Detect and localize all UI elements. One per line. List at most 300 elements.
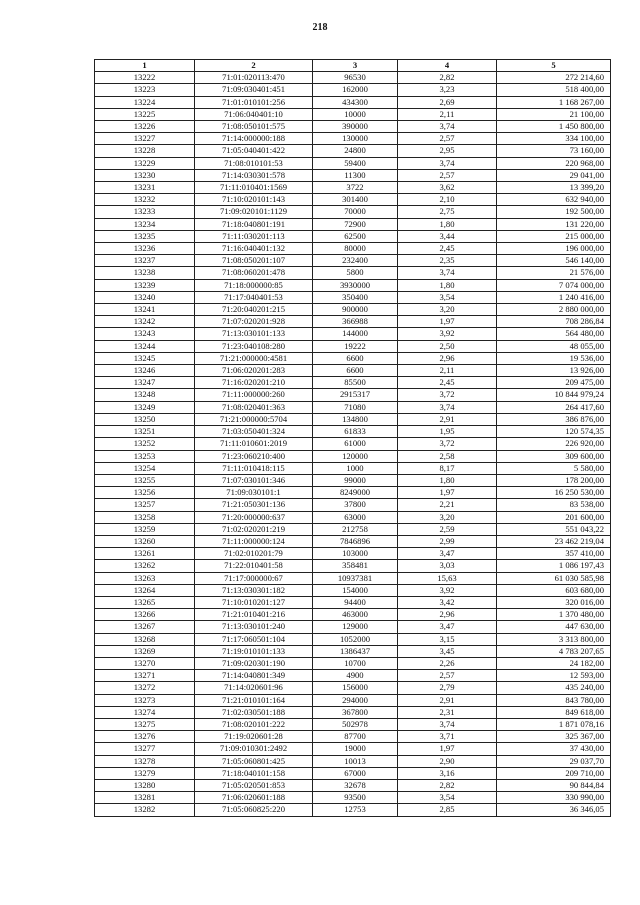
rate-value-cell: 2,45 bbox=[398, 243, 497, 255]
table-row bbox=[95, 218, 611, 230]
row-number-cell: 13235 bbox=[95, 230, 195, 242]
amount-value-cell: 10 844 979,24 bbox=[497, 389, 611, 401]
area-value-cell: 70000 bbox=[313, 206, 398, 218]
table-row bbox=[95, 255, 611, 267]
cadastral-number-cell: 71:17:040401:53 bbox=[195, 291, 313, 303]
rate-value-cell: 2,45 bbox=[398, 377, 497, 389]
row-number-cell: 13225 bbox=[95, 108, 195, 120]
rate-value-cell: 2,91 bbox=[398, 694, 497, 706]
amount-value-cell: 21 576,00 bbox=[497, 267, 611, 279]
area-value-cell: 232400 bbox=[313, 255, 398, 267]
rate-value-cell: 1,80 bbox=[398, 474, 497, 486]
area-value-cell: 294000 bbox=[313, 694, 398, 706]
area-value-cell: 1052000 bbox=[313, 633, 398, 645]
row-number-cell: 13246 bbox=[95, 365, 195, 377]
row-number-cell: 13252 bbox=[95, 438, 195, 450]
area-value-cell: 10013 bbox=[313, 755, 398, 767]
amount-value-cell: 4 783 207,65 bbox=[497, 645, 611, 657]
cadastral-number-cell: 71:14:040801:349 bbox=[195, 670, 313, 682]
data-table bbox=[94, 59, 611, 817]
amount-value-cell: 334 100,00 bbox=[497, 133, 611, 145]
rate-value-cell: 3,74 bbox=[398, 401, 497, 413]
amount-value-cell: 178 200,00 bbox=[497, 474, 611, 486]
row-number-cell: 13253 bbox=[95, 450, 195, 462]
rate-value-cell: 1,95 bbox=[398, 426, 497, 438]
cadastral-number-cell: 71:19:010101:133 bbox=[195, 645, 313, 657]
rate-value-cell: 2,57 bbox=[398, 169, 497, 181]
row-number-cell: 13226 bbox=[95, 121, 195, 133]
header-row bbox=[95, 60, 611, 72]
row-number-cell: 13272 bbox=[95, 682, 195, 694]
cadastral-number-cell: 71:11:010418:115 bbox=[195, 462, 313, 474]
table-row bbox=[95, 145, 611, 157]
amount-value-cell: 24 182,00 bbox=[497, 657, 611, 669]
table-row bbox=[95, 84, 611, 96]
area-value-cell: 301400 bbox=[313, 194, 398, 206]
cadastral-number-cell: 71:06:020201:283 bbox=[195, 365, 313, 377]
cadastral-number-cell: 71:22:010401:58 bbox=[195, 560, 313, 572]
amount-value-cell: 435 240,00 bbox=[497, 682, 611, 694]
table-row bbox=[95, 743, 611, 755]
area-value-cell: 2915317 bbox=[313, 389, 398, 401]
amount-value-cell: 16 250 530,00 bbox=[497, 487, 611, 499]
area-value-cell: 72900 bbox=[313, 218, 398, 230]
rate-value-cell: 2,82 bbox=[398, 72, 497, 84]
table-row bbox=[95, 511, 611, 523]
table-row bbox=[95, 767, 611, 779]
amount-value-cell: 5 580,00 bbox=[497, 462, 611, 474]
area-value-cell: 3930000 bbox=[313, 279, 398, 291]
amount-value-cell: 2 880 000,00 bbox=[497, 304, 611, 316]
table-row bbox=[95, 365, 611, 377]
area-value-cell: 129000 bbox=[313, 621, 398, 633]
amount-value-cell: 1 370 480,00 bbox=[497, 609, 611, 621]
rate-value-cell: 1,97 bbox=[398, 487, 497, 499]
amount-value-cell: 29 041,00 bbox=[497, 169, 611, 181]
area-value-cell: 130000 bbox=[313, 133, 398, 145]
rate-value-cell: 3,44 bbox=[398, 230, 497, 242]
area-value-cell: 99000 bbox=[313, 474, 398, 486]
rate-value-cell: 2,69 bbox=[398, 96, 497, 108]
column-header-2: 2 bbox=[195, 60, 313, 72]
amount-value-cell: 19 536,00 bbox=[497, 352, 611, 364]
area-value-cell: 37800 bbox=[313, 499, 398, 511]
row-number-cell: 13273 bbox=[95, 694, 195, 706]
rate-value-cell: 3,74 bbox=[398, 157, 497, 169]
amount-value-cell: 131 220,00 bbox=[497, 218, 611, 230]
cadastral-number-cell: 71:17:060501:104 bbox=[195, 633, 313, 645]
area-value-cell: 8249000 bbox=[313, 487, 398, 499]
rate-value-cell: 3,72 bbox=[398, 389, 497, 401]
rate-value-cell: 3,71 bbox=[398, 731, 497, 743]
area-value-cell: 67000 bbox=[313, 767, 398, 779]
cadastral-number-cell: 71:09:030101:1 bbox=[195, 487, 313, 499]
amount-value-cell: 330 990,00 bbox=[497, 792, 611, 804]
rate-value-cell: 2,85 bbox=[398, 804, 497, 816]
area-value-cell: 502978 bbox=[313, 718, 398, 730]
row-number-cell: 13254 bbox=[95, 462, 195, 474]
table-row bbox=[95, 340, 611, 352]
area-value-cell: 7846896 bbox=[313, 535, 398, 547]
table-row bbox=[95, 72, 611, 84]
row-number-cell: 13269 bbox=[95, 645, 195, 657]
area-value-cell: 59400 bbox=[313, 157, 398, 169]
amount-value-cell: 12 593,00 bbox=[497, 670, 611, 682]
row-number-cell: 13279 bbox=[95, 767, 195, 779]
area-value-cell: 350400 bbox=[313, 291, 398, 303]
row-number-cell: 13258 bbox=[95, 511, 195, 523]
amount-value-cell: 196 000,00 bbox=[497, 243, 611, 255]
area-value-cell: 212758 bbox=[313, 523, 398, 535]
amount-value-cell: 447 630,00 bbox=[497, 621, 611, 633]
amount-value-cell: 272 214,60 bbox=[497, 72, 611, 84]
amount-value-cell: 564 480,00 bbox=[497, 328, 611, 340]
table-row bbox=[95, 596, 611, 608]
rate-value-cell: 2,95 bbox=[398, 145, 497, 157]
row-number-cell: 13266 bbox=[95, 609, 195, 621]
area-value-cell: 120000 bbox=[313, 450, 398, 462]
column-header-4: 4 bbox=[398, 60, 497, 72]
cadastral-number-cell: 71:08:060201:478 bbox=[195, 267, 313, 279]
row-number-cell: 13262 bbox=[95, 560, 195, 572]
amount-value-cell: 120 574,35 bbox=[497, 426, 611, 438]
amount-value-cell: 386 876,00 bbox=[497, 413, 611, 425]
amount-value-cell: 1 086 197,43 bbox=[497, 560, 611, 572]
amount-value-cell: 220 968,00 bbox=[497, 157, 611, 169]
table-row bbox=[95, 401, 611, 413]
area-value-cell: 1386437 bbox=[313, 645, 398, 657]
area-value-cell: 24800 bbox=[313, 145, 398, 157]
cadastral-number-cell: 71:06:020601:188 bbox=[195, 792, 313, 804]
rate-value-cell: 2,90 bbox=[398, 755, 497, 767]
row-number-cell: 13247 bbox=[95, 377, 195, 389]
rate-value-cell: 3,47 bbox=[398, 548, 497, 560]
row-number-cell: 13237 bbox=[95, 255, 195, 267]
table-row bbox=[95, 779, 611, 791]
row-number-cell: 13270 bbox=[95, 657, 195, 669]
cadastral-number-cell: 71:01:010101:256 bbox=[195, 96, 313, 108]
cadastral-number-cell: 71:08:020401:363 bbox=[195, 401, 313, 413]
cadastral-number-cell: 71:11:030201:113 bbox=[195, 230, 313, 242]
table-row bbox=[95, 157, 611, 169]
amount-value-cell: 708 286,84 bbox=[497, 316, 611, 328]
cadastral-number-cell: 71:07:030101:346 bbox=[195, 474, 313, 486]
row-number-cell: 13231 bbox=[95, 182, 195, 194]
table-row bbox=[95, 694, 611, 706]
cadastral-number-cell: 71:06:040401:10 bbox=[195, 108, 313, 120]
row-number-cell: 13276 bbox=[95, 731, 195, 743]
table-row bbox=[95, 194, 611, 206]
table-row bbox=[95, 230, 611, 242]
register-sheet bbox=[94, 59, 610, 817]
rate-value-cell: 2,75 bbox=[398, 206, 497, 218]
row-number-cell: 13282 bbox=[95, 804, 195, 816]
cadastral-number-cell: 71:10:020101:143 bbox=[195, 194, 313, 206]
area-value-cell: 10000 bbox=[313, 108, 398, 120]
rate-value-cell: 2,96 bbox=[398, 352, 497, 364]
cadastral-number-cell: 71:11:000000:260 bbox=[195, 389, 313, 401]
rate-value-cell: 2,11 bbox=[398, 365, 497, 377]
amount-value-cell: 551 043,22 bbox=[497, 523, 611, 535]
rate-value-cell: 3,42 bbox=[398, 596, 497, 608]
table-row bbox=[95, 499, 611, 511]
area-value-cell: 10937381 bbox=[313, 572, 398, 584]
rate-value-cell: 3,20 bbox=[398, 304, 497, 316]
area-value-cell: 156000 bbox=[313, 682, 398, 694]
cadastral-number-cell: 71:20:000000:637 bbox=[195, 511, 313, 523]
cadastral-number-cell: 71:18:040801:191 bbox=[195, 218, 313, 230]
amount-value-cell: 1 871 078,16 bbox=[497, 718, 611, 730]
amount-value-cell: 36 346,05 bbox=[497, 804, 611, 816]
table-row bbox=[95, 182, 611, 194]
cadastral-number-cell: 71:13:030101:133 bbox=[195, 328, 313, 340]
area-value-cell: 61000 bbox=[313, 438, 398, 450]
cadastral-number-cell: 71:21:050301:136 bbox=[195, 499, 313, 511]
rate-value-cell: 3,16 bbox=[398, 767, 497, 779]
cadastral-number-cell: 71:11:000000:124 bbox=[195, 535, 313, 547]
row-number-cell: 13268 bbox=[95, 633, 195, 645]
table-row bbox=[95, 682, 611, 694]
area-value-cell: 144000 bbox=[313, 328, 398, 340]
table-row bbox=[95, 621, 611, 633]
rate-value-cell: 2,59 bbox=[398, 523, 497, 535]
row-number-cell: 13280 bbox=[95, 779, 195, 791]
area-value-cell: 162000 bbox=[313, 84, 398, 96]
rate-value-cell: 1,80 bbox=[398, 218, 497, 230]
row-number-cell: 13245 bbox=[95, 352, 195, 364]
table-row bbox=[95, 291, 611, 303]
amount-value-cell: 603 680,00 bbox=[497, 584, 611, 596]
cadastral-number-cell: 71:09:010301:2492 bbox=[195, 743, 313, 755]
area-value-cell: 900000 bbox=[313, 304, 398, 316]
area-value-cell: 434300 bbox=[313, 96, 398, 108]
table-row bbox=[95, 657, 611, 669]
row-number-cell: 13238 bbox=[95, 267, 195, 279]
table-row bbox=[95, 426, 611, 438]
table-row bbox=[95, 413, 611, 425]
amount-value-cell: 1 168 267,00 bbox=[497, 96, 611, 108]
table-row bbox=[95, 206, 611, 218]
row-number-cell: 13239 bbox=[95, 279, 195, 291]
amount-value-cell: 61 030 585,98 bbox=[497, 572, 611, 584]
table-row bbox=[95, 645, 611, 657]
cadastral-number-cell: 71:10:010201:127 bbox=[195, 596, 313, 608]
table-body bbox=[95, 72, 611, 816]
amount-value-cell: 29 037,70 bbox=[497, 755, 611, 767]
cadastral-number-cell: 71:08:010101:53 bbox=[195, 157, 313, 169]
rate-value-cell: 2,35 bbox=[398, 255, 497, 267]
row-number-cell: 13256 bbox=[95, 487, 195, 499]
area-value-cell: 1000 bbox=[313, 462, 398, 474]
area-value-cell: 71080 bbox=[313, 401, 398, 413]
table-row bbox=[95, 377, 611, 389]
cadastral-number-cell: 71:21:010401:216 bbox=[195, 609, 313, 621]
cadastral-number-cell: 71:18:000000:85 bbox=[195, 279, 313, 291]
amount-value-cell: 192 500,00 bbox=[497, 206, 611, 218]
table-row bbox=[95, 535, 611, 547]
area-value-cell: 12753 bbox=[313, 804, 398, 816]
table-row bbox=[95, 133, 611, 145]
rate-value-cell: 2,57 bbox=[398, 670, 497, 682]
cadastral-number-cell: 71:16:020201:210 bbox=[195, 377, 313, 389]
rate-value-cell: 2,58 bbox=[398, 450, 497, 462]
rate-value-cell: 3,74 bbox=[398, 121, 497, 133]
row-number-cell: 13264 bbox=[95, 584, 195, 596]
table-header bbox=[95, 60, 611, 72]
cadastral-number-cell: 71:23:060210:400 bbox=[195, 450, 313, 462]
cadastral-number-cell: 71:18:040101:158 bbox=[195, 767, 313, 779]
amount-value-cell: 23 462 219,04 bbox=[497, 535, 611, 547]
rate-value-cell: 2,31 bbox=[398, 706, 497, 718]
area-value-cell: 3722 bbox=[313, 182, 398, 194]
rate-value-cell: 3,92 bbox=[398, 328, 497, 340]
rate-value-cell: 2,79 bbox=[398, 682, 497, 694]
table-row bbox=[95, 328, 611, 340]
row-number-cell: 13261 bbox=[95, 548, 195, 560]
row-number-cell: 13243 bbox=[95, 328, 195, 340]
amount-value-cell: 21 100,00 bbox=[497, 108, 611, 120]
table-row bbox=[95, 450, 611, 462]
table-row bbox=[95, 718, 611, 730]
amount-value-cell: 7 074 000,00 bbox=[497, 279, 611, 291]
rate-value-cell: 3,74 bbox=[398, 718, 497, 730]
table-row bbox=[95, 462, 611, 474]
amount-value-cell: 320 016,00 bbox=[497, 596, 611, 608]
row-number-cell: 13240 bbox=[95, 291, 195, 303]
cadastral-number-cell: 71:09:020301:190 bbox=[195, 657, 313, 669]
row-number-cell: 13230 bbox=[95, 169, 195, 181]
table-row bbox=[95, 279, 611, 291]
cadastral-number-cell: 71:13:030301:182 bbox=[195, 584, 313, 596]
area-value-cell: 366988 bbox=[313, 316, 398, 328]
cadastral-number-cell: 71:05:060801:425 bbox=[195, 755, 313, 767]
row-number-cell: 13249 bbox=[95, 401, 195, 413]
rate-value-cell: 3,20 bbox=[398, 511, 497, 523]
rate-value-cell: 2,26 bbox=[398, 657, 497, 669]
cadastral-number-cell: 71:21:000000:5704 bbox=[195, 413, 313, 425]
area-value-cell: 32678 bbox=[313, 779, 398, 791]
area-value-cell: 19000 bbox=[313, 743, 398, 755]
area-value-cell: 62500 bbox=[313, 230, 398, 242]
table-row bbox=[95, 584, 611, 596]
cadastral-number-cell: 71:11:010601:2019 bbox=[195, 438, 313, 450]
rate-value-cell: 1,97 bbox=[398, 743, 497, 755]
cadastral-number-cell: 71:01:020113:470 bbox=[195, 72, 313, 84]
row-number-cell: 13277 bbox=[95, 743, 195, 755]
table-row bbox=[95, 304, 611, 316]
cadastral-number-cell: 71:02:020201:219 bbox=[195, 523, 313, 535]
amount-value-cell: 1 450 800,00 bbox=[497, 121, 611, 133]
row-number-cell: 13260 bbox=[95, 535, 195, 547]
row-number-cell: 13227 bbox=[95, 133, 195, 145]
row-number-cell: 13281 bbox=[95, 792, 195, 804]
table-row bbox=[95, 633, 611, 645]
area-value-cell: 93500 bbox=[313, 792, 398, 804]
area-value-cell: 6600 bbox=[313, 365, 398, 377]
table-row bbox=[95, 560, 611, 572]
amount-value-cell: 83 538,00 bbox=[497, 499, 611, 511]
area-value-cell: 10700 bbox=[313, 657, 398, 669]
row-number-cell: 13278 bbox=[95, 755, 195, 767]
column-header-1: 1 bbox=[95, 60, 195, 72]
column-header-5: 5 bbox=[497, 60, 611, 72]
amount-value-cell: 209 475,00 bbox=[497, 377, 611, 389]
table-row bbox=[95, 487, 611, 499]
table-row bbox=[95, 523, 611, 535]
row-number-cell: 13234 bbox=[95, 218, 195, 230]
rate-value-cell: 15,63 bbox=[398, 572, 497, 584]
cadastral-number-cell: 71:14:030301:578 bbox=[195, 169, 313, 181]
table-row bbox=[95, 108, 611, 120]
amount-value-cell: 201 600,00 bbox=[497, 511, 611, 523]
table-row bbox=[95, 352, 611, 364]
page-number: 218 bbox=[312, 22, 328, 33]
table-row bbox=[95, 609, 611, 621]
cadastral-number-cell: 71:05:060825:220 bbox=[195, 804, 313, 816]
cadastral-number-cell: 71:03:050401:324 bbox=[195, 426, 313, 438]
area-value-cell: 80000 bbox=[313, 243, 398, 255]
rate-value-cell: 3,54 bbox=[398, 792, 497, 804]
rate-value-cell: 2,82 bbox=[398, 779, 497, 791]
rate-value-cell: 3,45 bbox=[398, 645, 497, 657]
row-number-cell: 13233 bbox=[95, 206, 195, 218]
area-value-cell: 103000 bbox=[313, 548, 398, 560]
amount-value-cell: 849 618,00 bbox=[497, 706, 611, 718]
table-row bbox=[95, 670, 611, 682]
row-number-cell: 13250 bbox=[95, 413, 195, 425]
cadastral-number-cell: 71:14:020601:96 bbox=[195, 682, 313, 694]
area-value-cell: 94400 bbox=[313, 596, 398, 608]
cadastral-number-cell: 71:08:020101:222 bbox=[195, 718, 313, 730]
rate-value-cell: 3,72 bbox=[398, 438, 497, 450]
table-row bbox=[95, 731, 611, 743]
area-value-cell: 4900 bbox=[313, 670, 398, 682]
rate-value-cell: 3,74 bbox=[398, 267, 497, 279]
table-row bbox=[95, 804, 611, 816]
rate-value-cell: 1,80 bbox=[398, 279, 497, 291]
amount-value-cell: 73 160,00 bbox=[497, 145, 611, 157]
amount-value-cell: 518 400,00 bbox=[497, 84, 611, 96]
area-value-cell: 96530 bbox=[313, 72, 398, 84]
rate-value-cell: 3,62 bbox=[398, 182, 497, 194]
table-row bbox=[95, 706, 611, 718]
rate-value-cell: 2,21 bbox=[398, 499, 497, 511]
cadastral-number-cell: 71:05:020501:853 bbox=[195, 779, 313, 791]
table-row bbox=[95, 548, 611, 560]
cadastral-number-cell: 71:09:020101:1129 bbox=[195, 206, 313, 218]
amount-value-cell: 1 240 416,00 bbox=[497, 291, 611, 303]
cadastral-number-cell: 71:11:010401:1569 bbox=[195, 182, 313, 194]
cadastral-number-cell: 71:09:030401:451 bbox=[195, 84, 313, 96]
table-row bbox=[95, 121, 611, 133]
cadastral-number-cell: 71:13:030101:240 bbox=[195, 621, 313, 633]
row-number-cell: 13222 bbox=[95, 72, 195, 84]
row-number-cell: 13241 bbox=[95, 304, 195, 316]
cadastral-number-cell: 71:21:000000:4581 bbox=[195, 352, 313, 364]
rate-value-cell: 3,47 bbox=[398, 621, 497, 633]
rate-value-cell: 3,15 bbox=[398, 633, 497, 645]
row-number-cell: 13229 bbox=[95, 157, 195, 169]
cadastral-number-cell: 71:05:040401:422 bbox=[195, 145, 313, 157]
row-number-cell: 13236 bbox=[95, 243, 195, 255]
rate-value-cell: 8,17 bbox=[398, 462, 497, 474]
row-number-cell: 13263 bbox=[95, 572, 195, 584]
row-number-cell: 13265 bbox=[95, 596, 195, 608]
rate-value-cell: 2,99 bbox=[398, 535, 497, 547]
rate-value-cell: 1,97 bbox=[398, 316, 497, 328]
area-value-cell: 358481 bbox=[313, 560, 398, 572]
cadastral-number-cell: 71:20:040201:215 bbox=[195, 304, 313, 316]
